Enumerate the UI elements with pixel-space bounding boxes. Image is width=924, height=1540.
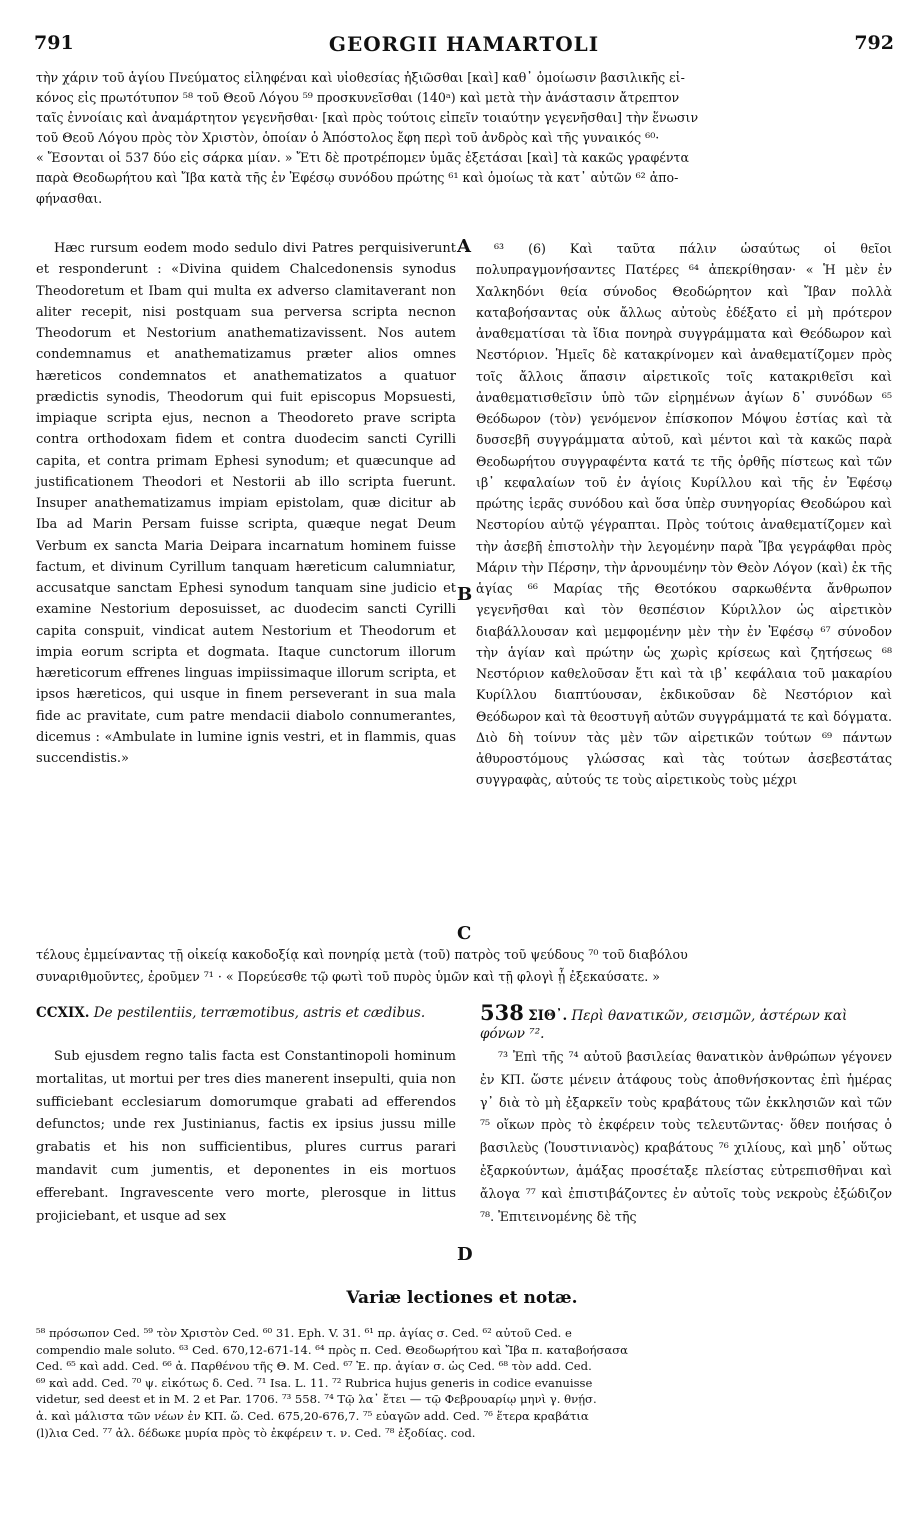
greek-section-heading xyxy=(480,1000,890,1043)
running-title: GEORGII HAMARTOLI xyxy=(328,32,600,56)
greek-paragraph: ⁶³ (6) Καὶ ταῦτα πάλιν ὡσαύτως οἱ θεῖοι πολυπραγμονήσαντες Πατέρες ⁶⁴ ἀπεκρίθησαν· « Ἡ μὲν ἐν Χαλκηδόνι θεία σύνοδος Θεοδώρητον καὶ Ἴβαν πολλὰ καταβοήσαντας οὐκ ἄλλως αὐτοὺς ἐδέξατο εἰ μὴ πρότερον ἀναθεματίσαι τὰ ἴδια πονηρὰ συγγράμματα καὶ Θεόδωρον καὶ Νεστόριον. Ἡμεῖς δὲ κατακρίνομεν καὶ ἀναθεματίζομεν πρὸς τοῖς ἄλλοις ἅπασιν αἱρετικοῖς τοῖς κατακριθεῖσι καὶ ἀναθεματισθεῖσιν ὑπὸ τῶν εἰρημένων ἁγίων δ᾽ συνόδων ⁶⁵ Θεόδωρον (τὸν) γενόμενον ἐπίσκοπον Μόψου ἑστίας καὶ τὰ δυσσεβῆ συγγράμματα αὐτοῦ, καὶ μέντοι καὶ τὰ κακῶς παρὰ Θεοδωρήτου συγγραφέντα κατά τε τῆς ὀρθῆς πίστεως καὶ τῶν ιβ᾽ κεφαλαίων τοῦ ἐν ἁγίοις Κυρίλλου καὶ τῆς ἐν Ἐφέσῳ πρώτης ἱερᾶς συνόδου καὶ ὅσα ὑπὲρ συνηγορίας Θεοδώρου καὶ Νεστορίου αὐτῷ γέγραπται. Πρὸς τούτοις ἀναθεματίζομεν καὶ τὴν ἀσεβῆ ἐπιστολὴν τὴν λεγομένην παρὰ Ἴβα γεγράφθαι πρὸς Μάριν τὴν Πέρσην, τὴν ἀρνουμένην τὸν Θεὸν Λόγον (καὶ) ἐκ τῆς ἁγίας ⁶⁶ Μαρίας τῆς Θεοτόκου σαρκωθέντα ἄνθρωπον γεγενῆσθαι καὶ τὸν θεσπέσιον Κύριλλον ὡς αἱρετικὸν διαβάλλουσαν καὶ μεμφομένην μὲν τὴν ἐν Ἐφέσῳ ⁶⁷ σύνοδον τὴν ἁγίαν καὶ πρώτην ὡς χωρὶς κρίσεως καὶ ζητήσεως ⁶⁸ Νεστόριον καθελοῦσαν ἔτι καὶ τὰ ιβ᾽ κεφάλαια τοῦ μακαρίου Κυρίλλου διαπτύουσαν, ἐκδικοῦσαν δὲ Νεστόριον καὶ Θεόδωρον καὶ τὰ θεοστυγῆ αὐτῶν συγγράμματά τε καὶ δόγματα. Διὸ δὴ τοίνυν τὰς μὲν τῶν αἱρετικῶν τούτων ⁶⁹ πάντων ἀθυροστόμους γλώσσας καὶ τὰς τούτων ἀσεβεστάτας συγγραφὰς, αὐτούς τε τοὺς αἱρετικοὺς τοὺς μέχρι xyxy=(476,241,892,788)
footnote-line: compendio male soluto. ⁶³ Ced. 670,12-671-14. ⁶⁴ πρὸς π. Ced. Θεοδωρήτου καὶ Ἴβα π. καταβοήσασα xyxy=(36,1342,628,1357)
span-line: τέλους ἐμμείναντας τῇ οἰκείᾳ κακοδοξίᾳ καὶ πονηρίᾳ μετὰ (τοῦ) πατρὸς τοῦ ψεύδους ⁷⁰ τοῦ διαβόλου xyxy=(36,947,688,962)
greek-line: φήνασθαι. xyxy=(36,190,103,206)
page-number-right: 792 xyxy=(854,32,894,54)
section-number: CCXIX. xyxy=(36,1005,90,1021)
span-line: συναριθμοῦντες, ἐροῦμεν ⁷¹ · « Πορεύεσθε τῷ φωτὶ τοῦ πυρὸς ὑμῶν καὶ τῇ φλογὶ ᾗ ἐξεκαύσατε. » xyxy=(36,969,660,984)
page-number-left: 791 xyxy=(34,32,74,54)
greek-line: τὴν χάριν τοῦ ἁγίου Πνεύματος εἰληφέναι καὶ υἱοθεσίας ἠξιῶσθαι [καὶ] καθ᾽ ὁμοίωσιν βασιλικῆς εἰ- xyxy=(36,70,685,85)
footnote-line: videtur, sed deest et in M. 2 et Par. 1706. ⁷³ 558. ⁷⁴ Τῷ λα᾽ ἔτει — τῷ Φεβρουαρίῳ μηνὶ γ. θνῄσ. xyxy=(36,1392,597,1407)
latin-section-heading xyxy=(36,1004,456,1022)
greek-line: τοῦ Θεοῦ Λόγου πρὸς τὸν Χριστὸν, ὁποίαν ὁ Ἀπόστολος ἔφη περὶ τοῦ ἀνδρὸς καὶ τῆς γυναικός ⁶⁰· xyxy=(36,130,660,146)
latin-paragraph: Sub ejusdem regno talis facta est Constantinopoli hominum mortalitas, ut mortui per tres dies manerent insepulti, quia non sufficiebant ecclesiarum domorumque grabati ad efferendos defunctos; unde rex Justinianus, factis ex ipsius jussu mille grabatis et his non sufficientibus, plures currus parari mandavit cum jumentis, et deponentes in eis mortuos efferebant. Ingravescente vero morte, plerosque in littus projiciebant, et usque ad sex xyxy=(36,1049,456,1224)
section-number: ΣΙΘ᾽. xyxy=(528,1008,568,1024)
footnote-line: Ced. ⁶⁵ καὶ add. Ced. ⁶⁶ ἀ. Παρθένου τῆς Θ. M. Ced. ⁶⁷ Ἐ. πρ. ἁγίαν σ. ὡς Ced. ⁶⁸ τὸν add. Ced. xyxy=(36,1359,592,1374)
greek-line: « Ἔσονται οἱ 537 δύο εἰς σάρκα μίαν. » Ἔτι δὲ προτρέπομεν ὑμᾶς ἐξετάσαι [καὶ] τὰ κακῶς γραφέντα xyxy=(36,150,690,166)
greek-column xyxy=(476,238,892,791)
footnote-line: ⁵⁸ πρόσωπον Ced. ⁵⁹ τὸν Χριστὸν Ced. ⁶⁰ 31. Eph. V. 31. ⁶¹ πρ. ἁγίας σ. Ced. ⁶² αὐτοῦ Ced. e xyxy=(36,1326,572,1340)
footnote-line: ἀ. καὶ μάλιστα τῶν νέων ἐν ΚΠ. ὥ. Ced. 675,20-676,7. ⁷⁵ εὐαγῶν add. Ced. ⁷⁶ ἕτερα κραβάτια xyxy=(36,1408,589,1423)
footnotes xyxy=(36,1325,892,1441)
latin-paragraph: Hæc rursum eodem modo sedulo divi Patres perquisiverunt et responderunt : «Divina quidem Chalcedonensis synodus Theodoretum et Ibam qui multa ex adverso clamitaverant non aliter recepit, nisi postquam sua perversa scripta necnon Theodorum et Nestorium anathematizavissent. Nos autem condemnamus et anathematizamus præter alios omnes hæreticos condemnatos et anathematizatos a quatuor prædictis synodis, Theodorum qui fuit episcopus Mopsuesti, impiaque scripta ejus, necnon a Theodoreto prave scripta contra orthodoxam fidem et contra duodecim sancti Cyrilli capita, et contra primam Ephesi synodum; et quæcunque ad justificationem Theodori et Nestorii ab illo scripta fuerunt. Insuper anathematizamus impiam epistolam, quæ dicitur ab Iba ad Marin Persam fuisse scripta, quæque negat Deum Verbum ex sancta Maria Deipara incarnatum hominem fuisse factum, et divinum Cyrillum tanquam hæreticum calumniatur, accusatque sanctam Ephesi synodum tanquam sine judicio et examine Nestorium deposuisset, ac duodecim sancti Cyrilli capita conspuit, vindicat autem Nestorium et Theodorum et impia eorum scripta et dogmata. Itaque cunctorum illorum hæreticorum effrenes linguas impiissimaque illorum scripta, et ipsos hæreticos, qui usque in finem perseverant in sua mala fide ac pravitate, cum patre mendacii diabolo connumerantes, dicemus : «Ambulate in lumine ignis vestri, et in flammis, quas succendistis.» xyxy=(36,241,456,766)
latin-column xyxy=(36,238,456,769)
footnote-line: (l)λια Ced. ⁷⁷ ἀλ. δέδωκε μυρία πρὸς τὸ ἐκφέρειν τ. ν. Ced. ⁷⁸ ἐξοδίας. cod. xyxy=(36,1425,476,1440)
section-title: De pestilentiis, terræmotibus, astris et cædibus. xyxy=(93,1005,426,1021)
span-lines xyxy=(36,944,890,988)
footnote-line: ⁶⁹ καὶ add. Ced. ⁷⁰ ψ. εἰκότως δ. Ced. ⁷¹ Isa. L. 11. ⁷² Rubrica hujus generis in codice evanuisse xyxy=(36,1375,593,1390)
latin-body xyxy=(36,1046,456,1228)
margin-marker-c: C xyxy=(457,923,472,944)
greek-line: κόνος εἰς πρωτότυπον ⁵⁸ τοῦ Θεοῦ Λόγου ⁵⁹ προσκυνεῖσθαι (140ᵃ) καὶ μετὰ τὴν ἀνάστασιν ἄτρεπτον xyxy=(36,90,680,106)
greek-line: ταῖς ἐννοίαις καὶ ἀναμάρτητον γεγενῆσθαι· [καὶ πρὸς τούτοις εἰπεῖν τοιαύτην γεγενῆσθαι] τὴν ἕνωσιν xyxy=(36,110,699,126)
notes-heading: Variæ lectiones et notæ. xyxy=(346,1288,578,1308)
margin-marker-d: D xyxy=(457,1244,473,1265)
greek-body xyxy=(480,1046,892,1228)
greek-top-block xyxy=(36,68,890,209)
greek-paragraph: ⁷³ Ἐπὶ τῆς ⁷⁴ αὐτοῦ βασιλείας θανατικὸν ἀνθρώπων γέγονεν ἐν ΚΠ. ὥστε μένειν ἀτάφους τοὺς ἀποθνήσκοντας ἐπὶ ἡμέρας γ᾽ διὰ τὸ μὴ ἐξαρκεῖν τοὺς κραβάτους τῶν ἐκκλησιῶν καὶ τῶν ⁷⁵ οἴκων πρὸς τὸ ἐκφέρειν τοὺς τελευτῶντας· ὅθεν ποιήσας ὁ βασιλεὺς (Ἰουστινιανὸς) κραβάτους ⁷⁶ χιλίους, καὶ μηδ᾽ οὕτως ἐξαρκούντων, ἁμάξας προσέταξε πλείστας εὐτρεπισθῆναι καὶ ἄλογα ⁷⁷ καὶ ἐπιστιβάζοντες ἐν αὐτοῖς τοὺς νεκροὺς ἐξώδιζον ⁷⁸. Ἐπιτεινομένης δὲ τῆς xyxy=(480,1049,892,1224)
column-number: 538 xyxy=(480,1000,524,1025)
margin-marker-a: A xyxy=(457,236,471,257)
greek-line: παρὰ Θεοδωρήτου καὶ Ἴβα κατὰ τῆς ἐν Ἐφέσῳ συνόδου πρώτης ⁶¹ καὶ ὁμοίως τὰ κατ᾽ αὐτῶν ⁶² ἀπο- xyxy=(36,170,679,186)
margin-marker-b: B xyxy=(457,584,473,605)
running-header xyxy=(28,32,900,62)
section-title: Περὶ θανατικῶν, σεισμῶν, ἀστέρων καὶ φόνων ⁷². xyxy=(480,1008,848,1042)
